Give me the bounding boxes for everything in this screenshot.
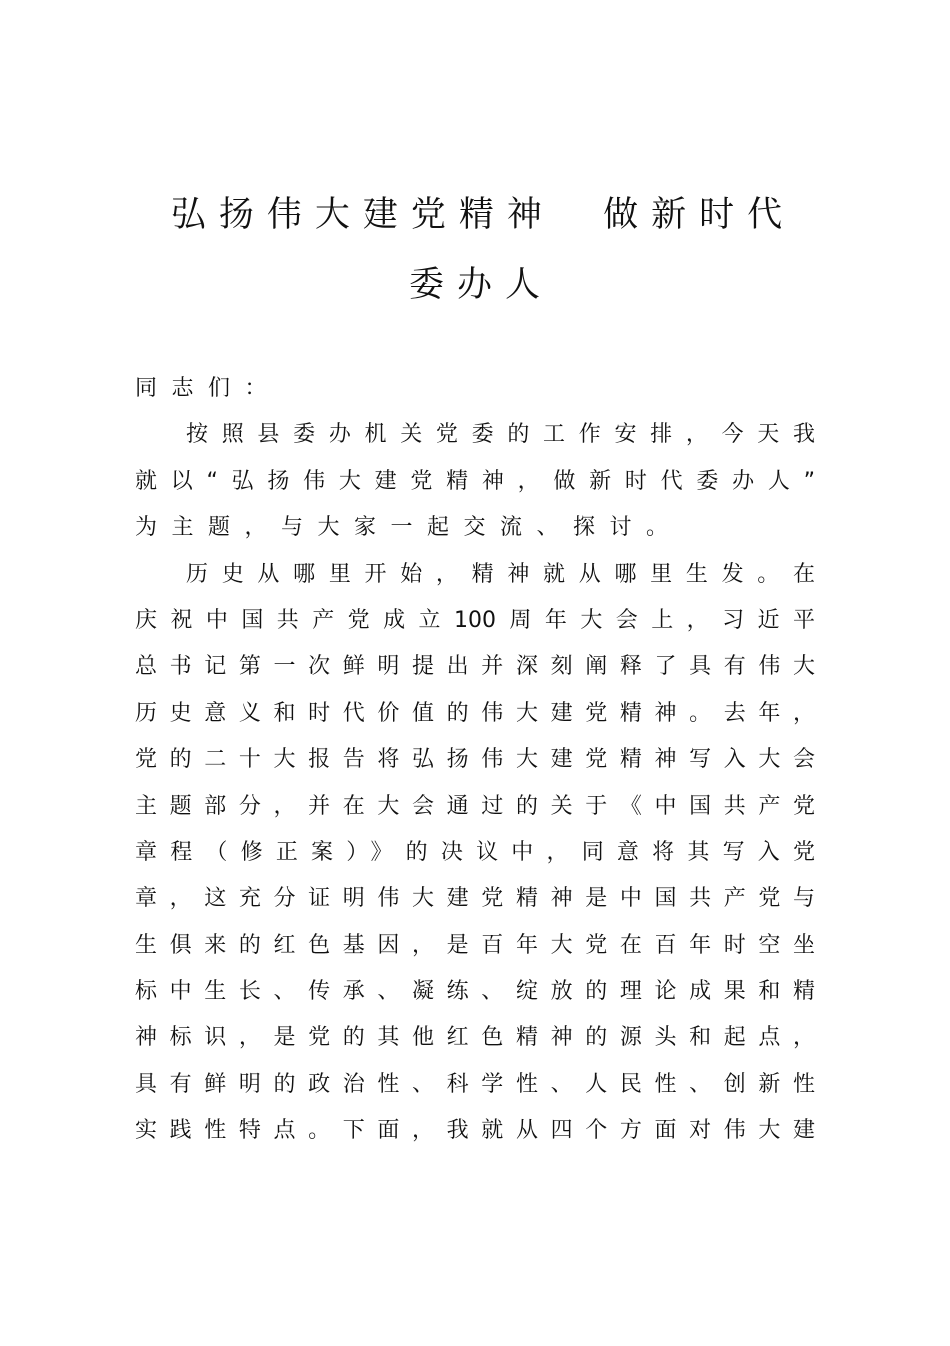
document-title-line-1: 弘扬伟大建党精神 做新时代 xyxy=(170,195,796,235)
text-line: 就以“弘扬伟大建党精神，做新时代委办人” xyxy=(135,468,815,494)
paragraph-1 xyxy=(135,412,815,551)
text-line: 实践性特点。下面，我就从四个方面对伟大建 xyxy=(135,1118,815,1144)
text-line: 主题部分，并在大会通过的关于《中国共产党 xyxy=(135,793,815,819)
text-line: 神标识，是党的其他红色精神的源头和起点， xyxy=(135,1025,815,1051)
text-line: 为主题，与大家一起交流、探讨。 xyxy=(135,515,683,541)
text-line: 生俱来的红色基因，是百年大党在百年时空坐 xyxy=(135,932,815,958)
paragraph-2 xyxy=(135,552,815,1155)
text-line: 历史从哪里开始，精神就从哪里生发。在 xyxy=(186,561,815,587)
text-line: 标中生长、传承、凝练、绽放的理论成果和精 xyxy=(135,979,815,1005)
text-line: 具有鲜明的政治性、科学性、人民性、创新性 xyxy=(135,1071,815,1097)
text-line: 章，这充分证明伟大建党精神是中国共产党与 xyxy=(135,886,815,912)
salutation: 同志们： xyxy=(135,376,282,401)
document-title-line-2: 委办人 xyxy=(408,265,553,305)
text-line: 庆祝中国共产党成立100周年大会上，习近平 xyxy=(135,607,815,633)
document-body xyxy=(135,366,815,1155)
text-line: 总书记第一次鲜明提出并深刻阐释了具有伟大 xyxy=(135,654,815,680)
text-line: 历史意义和时代价值的伟大建党精神。去年， xyxy=(135,700,815,726)
text-line: 按照县委办机关党委的工作安排，今天我 xyxy=(186,422,815,448)
text-line: 党的二十大报告将弘扬伟大建党精神写入大会 xyxy=(135,747,815,773)
text-line: 章程（修正案）》的决议中，同意将其写入党 xyxy=(135,839,815,865)
